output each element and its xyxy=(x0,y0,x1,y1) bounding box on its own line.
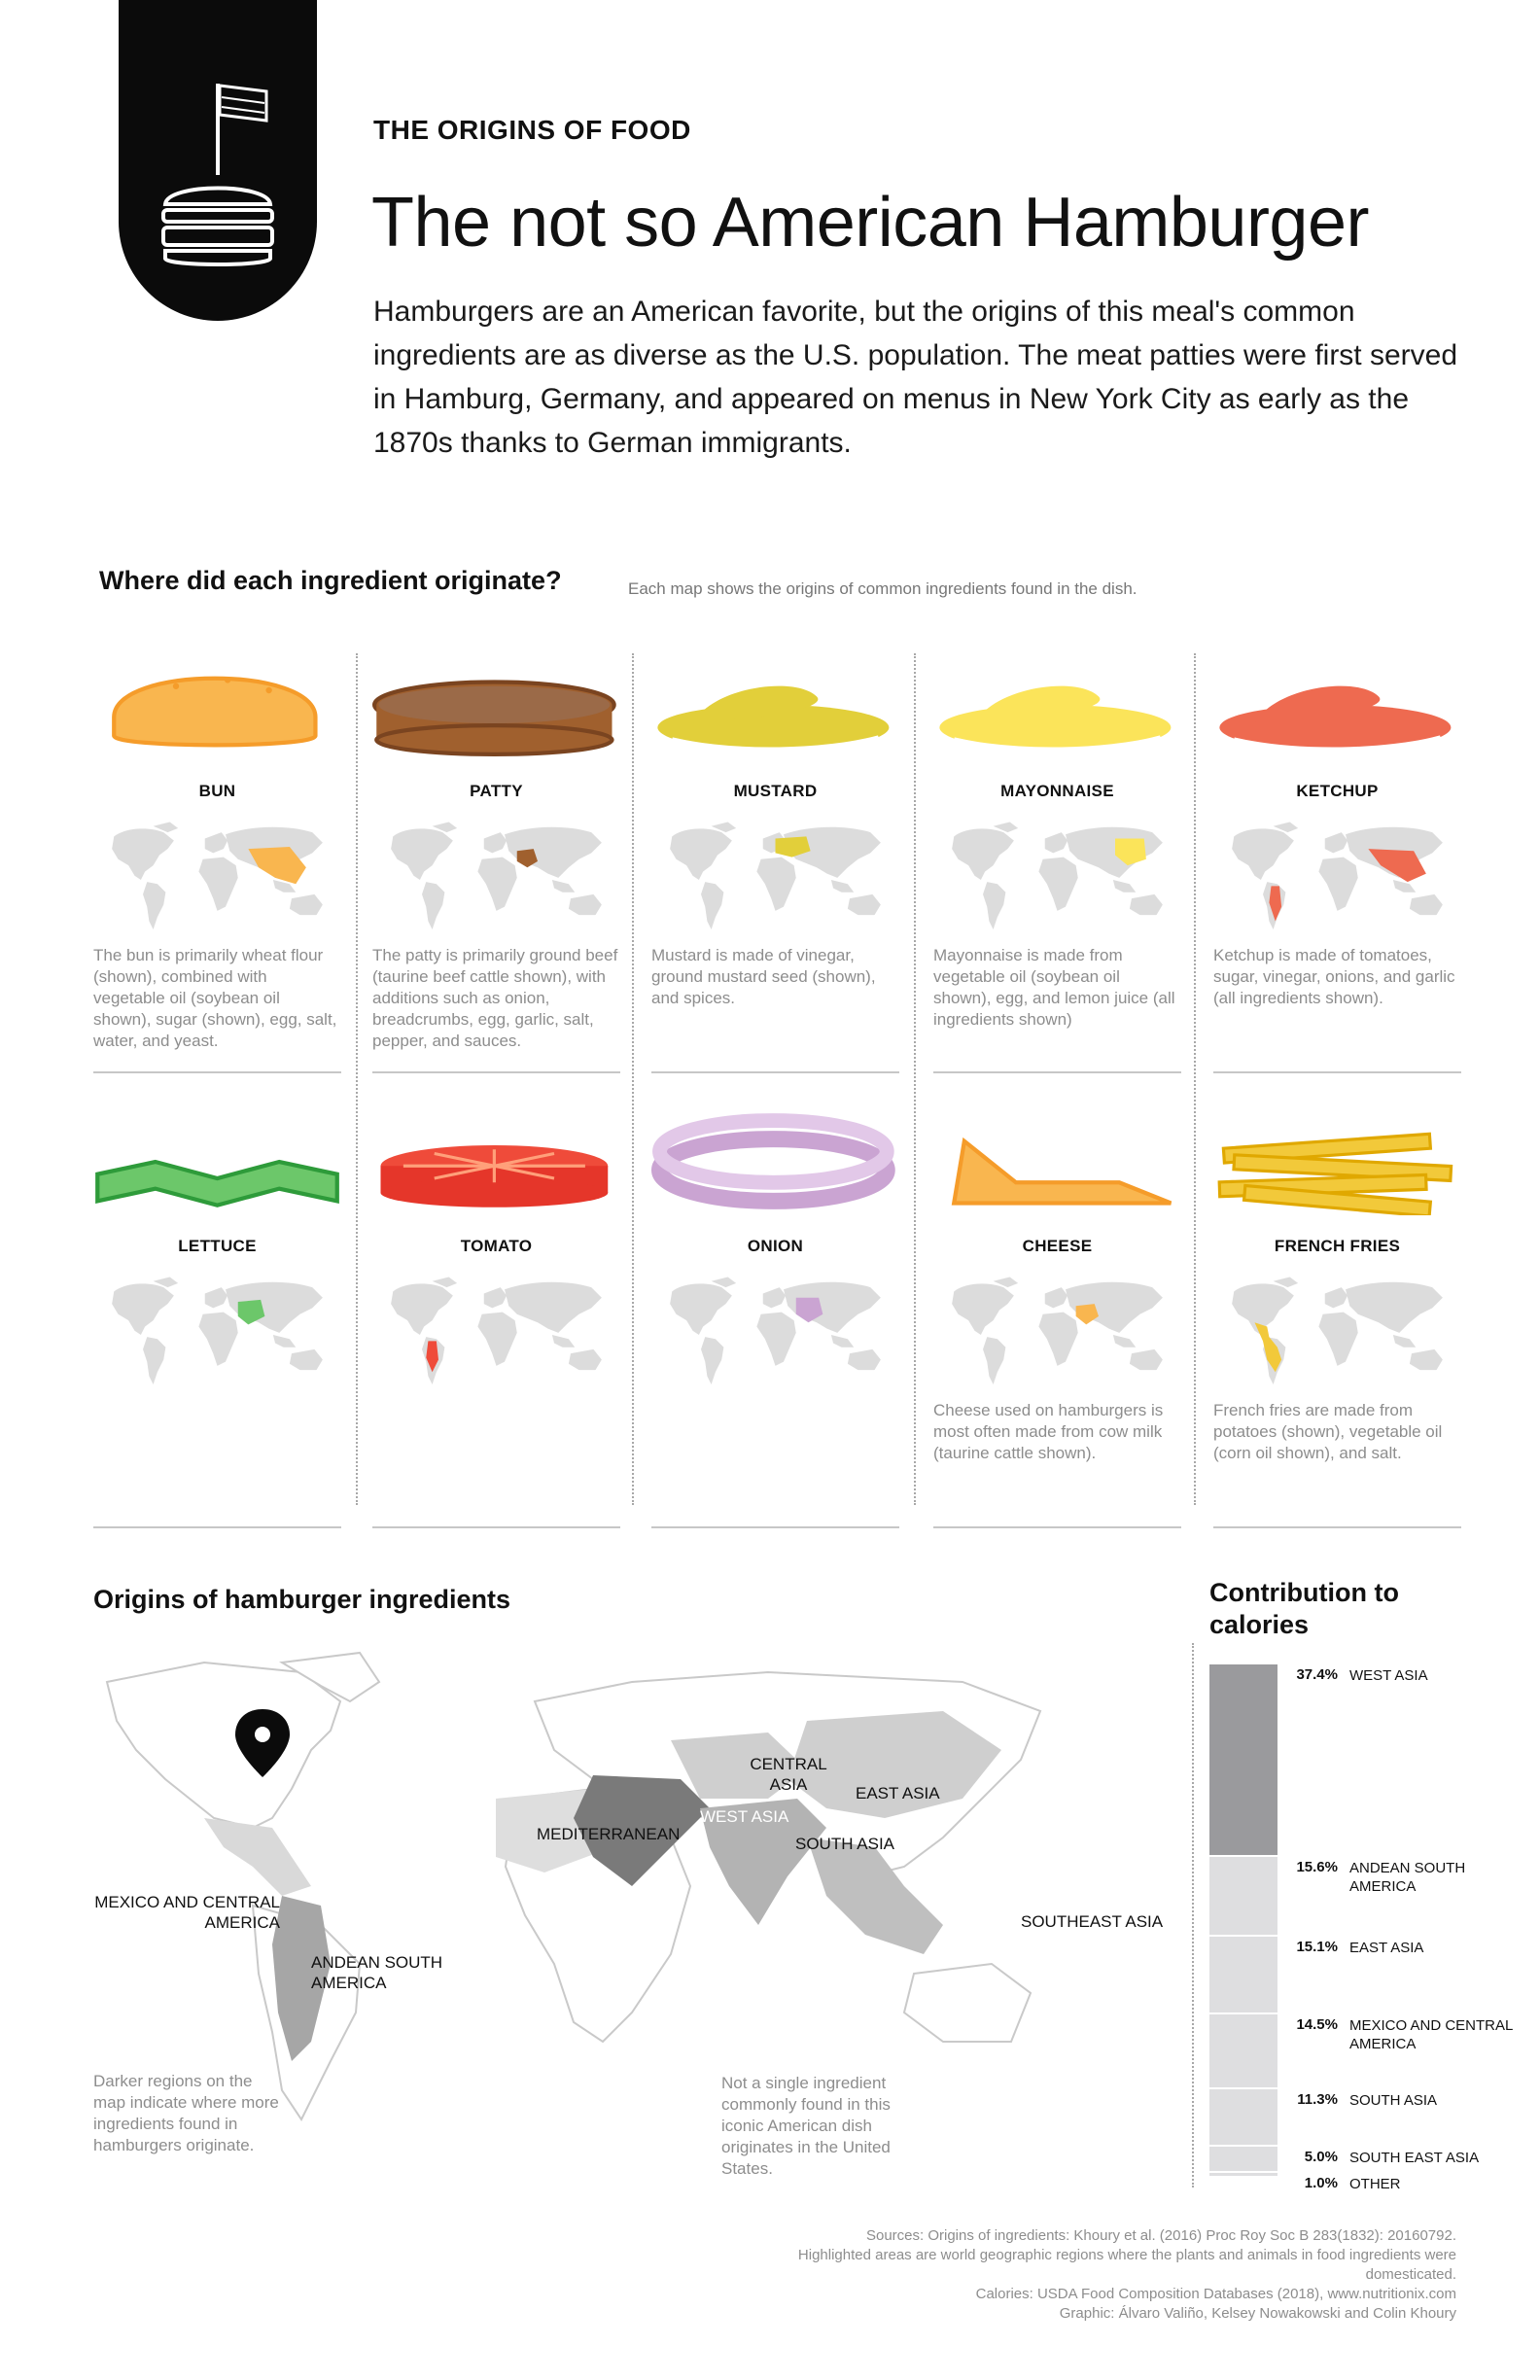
label-west-asia: WEST ASIA xyxy=(700,1807,789,1826)
map-note-left: Darker regions on the map indicate where more ingredients found in hamburgers originate. xyxy=(93,2072,279,2154)
bar-value-label: 15.1% xyxy=(1296,1939,1338,1956)
lettuce-illustration xyxy=(93,1108,341,1215)
ingredient-description: Ketchup is made of tomatoes, sugar, vinegar, onions, and garlic (all ingredients shown). xyxy=(1213,946,1455,1007)
ingredient-description: Mustard is made of vinegar, ground mustard seed (shown), and spices. xyxy=(651,946,876,1007)
ingredient-description: Mayonnaise is made from vegetable oil (soybean oil shown), egg, and lemon juice (all ingredients shown) xyxy=(933,946,1175,1029)
bar-category-label: MEXICO AND CENTRAL AMERICA xyxy=(1349,2016,1513,2052)
origins-heading: Origins of hamburger ingredients xyxy=(93,1585,511,1614)
column-divider xyxy=(914,653,916,1505)
label-central-asia: CENTRAL ASIA xyxy=(750,1755,827,1794)
label-south-asia: SOUTH ASIA xyxy=(795,1835,895,1853)
bar-segment xyxy=(1209,1857,1278,1935)
bun-illustration xyxy=(93,653,341,760)
ingredient-card-onion xyxy=(651,1108,899,1536)
source-line: Calories: USDA Food Composition Databases (2018), www.nutritionix.com xyxy=(975,2286,1456,2302)
bar-value-label: 1.0% xyxy=(1304,2174,1338,2191)
ingredient-name: ONION xyxy=(747,1237,804,1255)
ingredients-heading: Where did each ingredient originate? xyxy=(99,566,562,595)
bar-segment xyxy=(1209,1664,1278,1855)
bar-category-label: EAST ASIA xyxy=(1349,1940,1424,1957)
ingredient-card-cheese xyxy=(933,1108,1181,1536)
label-southeast-asia: SOUTHEAST ASIA xyxy=(1021,1912,1164,1931)
onion-illustration xyxy=(651,1108,899,1215)
cheese-illustration xyxy=(933,1108,1181,1215)
label-mexico-central-america: MEXICO AND CENTRAL AMERICA xyxy=(94,1893,280,1932)
card-divider xyxy=(651,1526,899,1528)
column-divider xyxy=(632,653,634,1505)
bar-category-label: SOUTH ASIA xyxy=(1349,2091,1438,2109)
column-divider xyxy=(1192,1643,1194,2188)
french-fries-origin-map xyxy=(1213,1272,1461,1398)
ingredient-card-lettuce xyxy=(93,1108,341,1536)
ingredients-subheading: Each map shows the origins of common ingredients found in the dish. xyxy=(628,579,1138,598)
bar-category-label: OTHER xyxy=(1349,2175,1401,2192)
source-line: Graphic: Álvaro Valiño, Kelsey Nowakowski and Colin Khoury xyxy=(1059,2305,1456,2322)
column-divider xyxy=(1194,653,1196,1505)
bar-value-label: 5.0% xyxy=(1304,2149,1338,2166)
region-southeast-asia xyxy=(807,1838,943,1954)
ingredient-name: BUN xyxy=(198,782,236,800)
bar-value-label: 11.3% xyxy=(1297,2090,1338,2108)
cheese-origin-map xyxy=(933,1272,1181,1398)
ingredient-card-mayonnaise xyxy=(933,653,1181,1081)
source-line: Sources: Origins of ingredients: Khoury et al. (2016) Proc Roy Soc B 283(1832): 20160792. xyxy=(865,2227,1456,2244)
australia-outline xyxy=(904,1964,1031,2042)
ketchup-origin-map xyxy=(1213,817,1461,943)
sources-block xyxy=(718,2226,1456,2324)
ingredient-description: The patty is primarily ground beef (taurine beef cattle shown), with additions such as onion, breadcrumbs, egg, garlic, salt, pepper, and sauces. xyxy=(372,946,618,1050)
bar-category-label: WEST ASIA xyxy=(1349,1667,1428,1684)
ingredient-name: LETTUCE xyxy=(178,1237,257,1255)
ingredient-name: TOMATO xyxy=(460,1237,533,1255)
bar-segment xyxy=(1209,2014,1278,2087)
ingredient-card-patty xyxy=(372,653,620,1081)
bar-segment xyxy=(1209,2089,1278,2146)
ingredient-name: MAYONNAISE xyxy=(1000,782,1114,800)
ingredient-name: FRENCH FRIES xyxy=(1274,1237,1401,1255)
mustard-origin-map xyxy=(651,817,899,943)
intro-paragraph: Hamburgers are an American favorite, but the origins of this meal's common ingredients are as diverse as the U.S. population. The meat patties were first served in Hamburg, Germany, and appeared on menus in New York City as early as the 1870s thanks to German immigrants. xyxy=(373,296,1458,459)
contribution-heading: Contribution to calories xyxy=(1209,1578,1399,1639)
region-mexico-central-america xyxy=(204,1818,311,1896)
north-america-outline xyxy=(107,1662,340,1828)
tomato-origin-map xyxy=(372,1272,620,1398)
mayonnaise-illustration xyxy=(933,653,1181,760)
ingredient-name: KETCHUP xyxy=(1296,782,1379,800)
tomato-illustration xyxy=(372,1108,620,1215)
ingredient-card-tomato xyxy=(372,1108,620,1536)
onion-origin-map xyxy=(651,1272,899,1398)
patty-origin-map xyxy=(372,817,620,943)
bar-category-label: SOUTH EAST ASIA xyxy=(1349,2150,1480,2167)
card-divider xyxy=(933,1071,1181,1073)
ingredient-card-mustard xyxy=(651,653,899,1081)
card-divider xyxy=(372,1071,620,1073)
ketchup-illustration xyxy=(1213,653,1461,760)
card-divider xyxy=(933,1526,1181,1528)
mustard-illustration xyxy=(651,653,899,760)
bar-value-label: 37.4% xyxy=(1296,1666,1338,1683)
ingredient-name: PATTY xyxy=(470,782,523,800)
kicker: THE ORIGINS OF FOOD xyxy=(373,115,691,145)
bar-category-label: ANDEAN SOUTH AMERICA xyxy=(1349,1859,1466,1895)
page-title: The not so American Hamburger xyxy=(371,184,1369,262)
origin-highlight xyxy=(1076,1304,1099,1324)
french-fries-illustration xyxy=(1213,1108,1461,1215)
patty-illustration xyxy=(372,653,620,760)
ingredient-card-french-fries xyxy=(1213,1108,1461,1536)
label-east-asia: EAST ASIA xyxy=(856,1784,940,1802)
ingredient-description: French fries are made from potatoes (shown), vegetable oil (corn oil shown), and salt. xyxy=(1213,1401,1443,1462)
card-divider xyxy=(651,1071,899,1073)
map-note-right: Not a single ingredient commonly found in this iconic American dish originates in the United States. xyxy=(721,2074,891,2178)
card-divider xyxy=(1213,1071,1461,1073)
bar-segment xyxy=(1209,2173,1278,2176)
card-divider xyxy=(372,1526,620,1528)
ingredient-description: The bun is primarily wheat flour (shown), combined with vegetable oil (soybean oil shown), sugar (shown), egg, salt, water, and yeast. xyxy=(93,946,337,1050)
card-divider xyxy=(93,1071,341,1073)
source-line: Highlighted areas are world geographic regions where the plants and animals in food ingredients were domesticated. xyxy=(797,2247,1456,2283)
bar-value-label: 15.6% xyxy=(1296,1858,1338,1875)
bar-value-label: 14.5% xyxy=(1296,2015,1338,2033)
header-tab xyxy=(119,0,317,321)
lettuce-origin-map xyxy=(93,1272,341,1398)
column-divider xyxy=(356,653,358,1505)
ingredient-name: MUSTARD xyxy=(733,782,818,800)
ingredient-name: CHEESE xyxy=(1022,1237,1093,1255)
label-mediterranean: MEDITERRANEAN xyxy=(537,1825,681,1843)
bar-segment xyxy=(1209,1937,1278,2012)
card-divider xyxy=(1213,1526,1461,1528)
bar-segment xyxy=(1209,2147,1278,2170)
ingredient-description: Cheese used on hamburgers is most often made from cow milk (taurine cattle shown). xyxy=(933,1401,1164,1462)
burger-with-flag-icon xyxy=(158,78,278,282)
label-andean-south-america: ANDEAN SOUTH AMERICA xyxy=(311,1953,443,1992)
bun-origin-map xyxy=(93,817,341,943)
ingredient-card-bun xyxy=(93,653,341,1081)
ingredient-card-ketchup xyxy=(1213,653,1461,1081)
card-divider xyxy=(93,1526,341,1528)
mayonnaise-origin-map xyxy=(933,817,1181,943)
